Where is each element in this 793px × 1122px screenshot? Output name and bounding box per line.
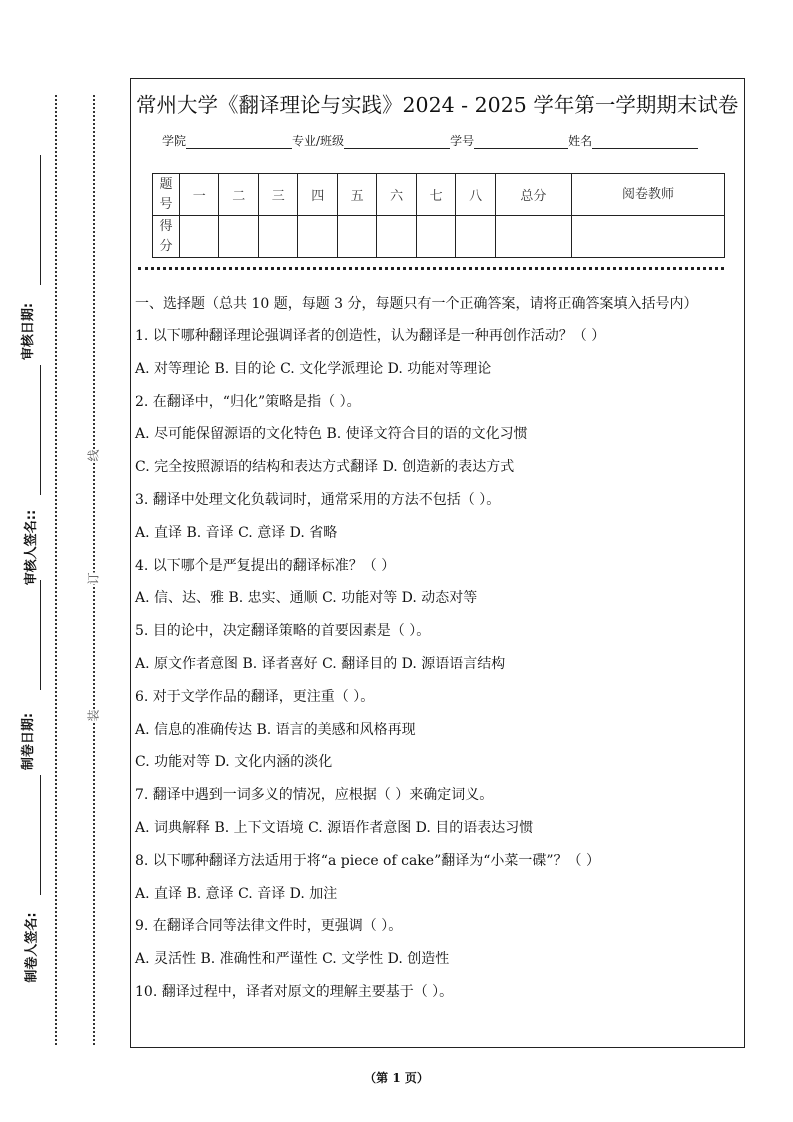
row-label-score: 得 分	[153, 216, 180, 258]
college-field[interactable]	[186, 134, 292, 149]
col-header: 二	[219, 174, 258, 216]
options-line: A. 直译 B. 意译 C. 音译 D. 加注	[135, 885, 338, 902]
col-header: 七	[416, 174, 455, 216]
question-line: 4. 以下哪个是严复提出的翻译标准？（ ）	[135, 557, 396, 574]
options-line: C. 功能对等 D. 文化内涵的淡化	[135, 754, 333, 771]
question-line: 7. 翻译中遇到一词多义的情况，应根据（ ）来确定词义。	[135, 787, 494, 804]
score-cell[interactable]	[337, 216, 376, 258]
score-cell[interactable]	[180, 216, 219, 258]
reviewer-signature-line	[40, 365, 42, 495]
question-line: 6. 对于文学作品的翻译，更注重（ ）。	[135, 688, 375, 705]
col-header: 阅卷教师	[572, 174, 725, 216]
review-date-label: 审核日期:	[21, 302, 37, 361]
options-line: A. 信、达、雅 B. 忠实、通顺 C. 功能对等 D. 动态对等	[135, 590, 478, 607]
col-header: 四	[298, 174, 337, 216]
options-line: A. 对等理论 B. 目的论 C. 文化学派理论 D. 功能对等理论	[135, 360, 492, 377]
page-number: （第 1 页）	[364, 1071, 429, 1085]
question-line: 10. 翻译过程中，译者对原文的理解主要基于（ ）。	[135, 983, 454, 1000]
binding-dotted-line-outer	[55, 95, 57, 1045]
reviewer-signature-label: 审核人签名::	[24, 509, 40, 586]
options-line: A. 灵活性 B. 准确性和严谨性 C. 文学性 D. 创造性	[135, 951, 450, 968]
options-line: C. 完全按照源语的结构和表达方式翻译 D. 创造新的表达方式	[135, 459, 515, 476]
score-cell[interactable]	[298, 216, 337, 258]
score-cell[interactable]	[572, 216, 725, 258]
score-cell[interactable]	[495, 216, 571, 258]
options-line: A. 信息的准确传达 B. 语言的美感和风格再现	[135, 721, 416, 738]
question-line: 8. 以下哪种翻译方法适用于将“a piece of cake”翻译为“小菜一碟”？（ ）	[135, 852, 600, 869]
col-header: 八	[456, 174, 495, 216]
review-date-line	[40, 155, 42, 285]
score-cell[interactable]	[219, 216, 258, 258]
student-info	[162, 132, 698, 149]
name-label: 姓名	[568, 134, 593, 148]
name-field[interactable]	[592, 134, 698, 149]
col-header: 六	[377, 174, 416, 216]
section-divider	[138, 267, 724, 270]
section-heading: 一、选择题（总共 10 题，每题 3 分，每题只有一个正确答案，请将正确答案填入括号内）	[135, 296, 698, 312]
bind-mark-install: 装	[86, 709, 101, 722]
score-cell[interactable]	[258, 216, 297, 258]
maker-signature-label: 制卷人签名:	[24, 912, 40, 983]
score-table	[152, 173, 725, 258]
major-label: 专业/班级	[292, 134, 345, 148]
question-line: 5. 目的论中，决定翻译策略的首要因素是（ ）。	[135, 623, 431, 640]
options-line: A. 原文作者意图 B. 译者喜好 C. 翻译目的 D. 源语语言结构	[135, 655, 506, 672]
col-header: 一	[180, 174, 219, 216]
student-id-field[interactable]	[474, 134, 568, 149]
col-header: 五	[337, 174, 376, 216]
question-section	[135, 290, 735, 1009]
question-line: 3. 翻译中处理文化负载词时，通常采用的方法不包括（ ）。	[135, 491, 501, 508]
options-line: A. 词典解释 B. 上下文语境 C. 源语作者意图 D. 目的语表达习惯	[135, 819, 534, 836]
score-cell[interactable]	[416, 216, 455, 258]
id-label: 学号	[450, 134, 475, 148]
score-cell[interactable]	[456, 216, 495, 258]
options-line: A. 直译 B. 音译 C. 意译 D. 省略	[135, 524, 338, 541]
col-header: 三	[258, 174, 297, 216]
college-label: 学院	[162, 134, 187, 148]
maker-signature-line	[40, 775, 42, 895]
col-header: 总分	[495, 174, 571, 216]
question-line: 2. 在翻译中，“归化”策略是指（ ）。	[135, 393, 361, 410]
make-date-line	[40, 580, 42, 690]
score-cell[interactable]	[377, 216, 416, 258]
question-line: 9. 在翻译合同等法律文件时，更强调（ ）。	[135, 918, 403, 935]
page-title: 常州大学《翻译理论与实践》2024 - 2025 学年第一学期期末试卷	[136, 93, 739, 117]
major-field[interactable]	[344, 134, 450, 149]
bind-mark-order: 订	[86, 572, 101, 585]
bind-mark-line: 线	[86, 449, 101, 462]
question-line: 1. 以下哪种翻译理论强调译者的创造性，认为翻译是一种再创作活动？（ ）	[135, 328, 606, 344]
make-date-label: 制卷日期:	[21, 712, 37, 771]
binding-dotted-line-inner	[93, 95, 95, 1045]
row-label-question: 题 号	[153, 174, 180, 216]
options-line: A. 尽可能保留源语的文化特色 B. 使译文符合目的语的文化习惯	[135, 426, 528, 443]
